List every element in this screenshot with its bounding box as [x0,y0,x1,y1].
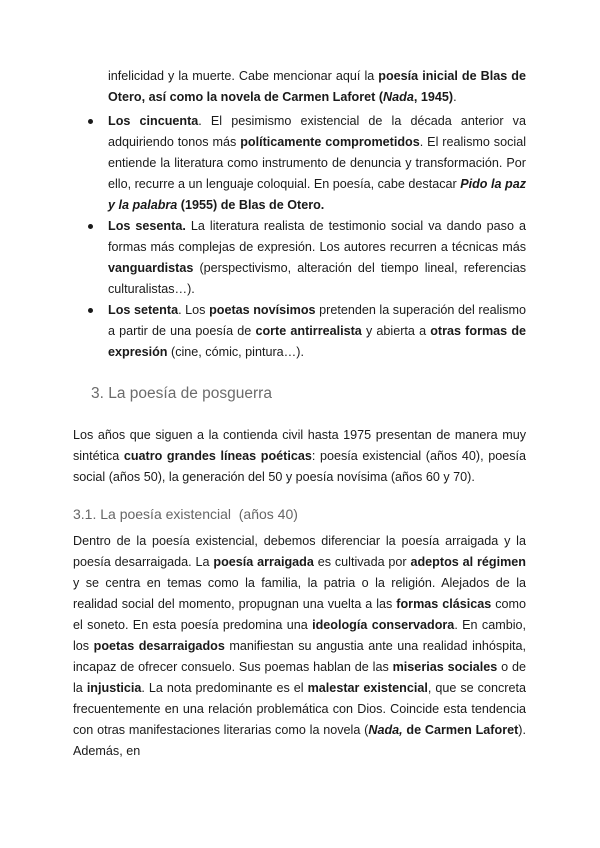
bullet-title: Los cincuenta [108,114,199,128]
bullet-item-sesenta [0,216,526,300]
bold-run: políticamente comprometidos [240,135,420,149]
text-run: . El realismo social entiende la literatura como instrumento de denuncia y transformación. Por ello, recurre a un lenguaje coloquial. En poesía, cabe destacar [108,135,526,191]
bold-run: corte antirrealista [255,324,362,338]
bullet-dot-icon [88,308,93,313]
continued-paragraph [108,66,526,108]
bold-run: poesía arraigada [213,555,314,569]
bold-run: poesía inicial de Blas de Otero, así como la novela de Carmen Laforet ( [108,69,526,104]
bold-italic-run: Nada, [368,723,403,737]
bold-run: formas clásicas [396,597,492,611]
text-run: ). Además, en [73,723,526,758]
bullet-item-setenta [0,300,526,363]
bold-run: cuatro grandes líneas poéticas [123,449,312,463]
text-run: o de la [73,660,527,695]
bold-run: malestar existencial [307,681,428,695]
text-run: . [453,90,457,104]
text-run: pretenden la superación del realismo a partir de una poesía de [108,303,526,338]
text-run: y abierta a [361,324,431,338]
text-run: . La nota predominante es el [141,681,308,695]
bold-run: ideología conservadora [312,618,455,632]
bullet-title: Los setenta [108,303,179,317]
section-3-1-paragraph [73,531,526,762]
bullet-dot-icon [88,119,93,124]
text-run: manifiestan su angustia ante una realidad inhóspita, incapaz de ofrecer consuelo. Sus poemas hablan de las [73,639,526,674]
bold-run: vanguardistas [108,261,194,275]
text-run: es cultivada por [313,555,411,569]
text-run: : poesía existencial (años 40), poesía social (años 50), la generación del 50 y poesía novísima (años 60 y 70). [73,449,527,484]
bullet-title: Los sesenta. [108,219,186,233]
bullet-item-cincuenta [0,111,526,216]
decades-bullet-list [0,111,600,363]
bold-italic-run: Nada [383,90,414,104]
bold-run: , 1945) [413,90,454,104]
text-run: Dentro de la poesía existencial, debemos diferenciar la poesía arraigada y la poesía desarraigada. La [73,534,526,569]
text-run: La literatura realista de testimonio social va dando paso a formas más complejas de expresión. Los autores recurren a técnicas más [108,219,526,254]
text-run: infelicidad y la muerte. Cabe mencionar aquí la [108,69,379,83]
text-run: (cine, cómic, pintura…). [167,345,304,359]
text-run: como el soneto. En esta poesía predomina una [73,597,527,632]
text-run: y se centra en temas como la familia, la patria o la religión. Alejados de la realidad social del momento, propugnan una vuelta a las [73,576,526,611]
text-run: (perspectivismo, alteración del tiempo lineal, referencias culturalistas…). [108,261,526,296]
section-3-1-heading: 3.1. La poesía existencial (años 40) [73,506,298,522]
bold-run: poetas desarraigados [93,639,225,653]
text-run: , que se concreta frecuentemente en una relación problemática con Dios. Coincide esta tendencia con otras manifestaciones literarias como la novela ( [73,681,526,737]
text-run: . En cambio, los [73,618,527,653]
section-3-paragraph [73,425,526,488]
text-run: Los años que siguen a la contienda civil hasta 1975 presentan de manera muy sintética [73,428,526,463]
bold-run: poetas novísimos [209,303,316,317]
bold-run: (1955) de Blas de Otero. [177,198,325,212]
text-run: . El pesimismo existencial de la década anterior va adquiriendo tonos más [108,114,526,149]
section-3-heading: 3. La poesía de posguerra [91,385,272,402]
bold-run: adeptos al régimen [410,555,526,569]
bold-italic-run: Pido la paz y la palabra [108,177,527,212]
bold-run: injusticia [86,681,142,695]
bold-run: miserias sociales [392,660,498,674]
bold-run: de Carmen Laforet [402,723,519,737]
text-run: . Los [178,303,210,317]
bold-run: otras formas de expresión [108,324,527,359]
bullet-dot-icon [88,224,93,229]
